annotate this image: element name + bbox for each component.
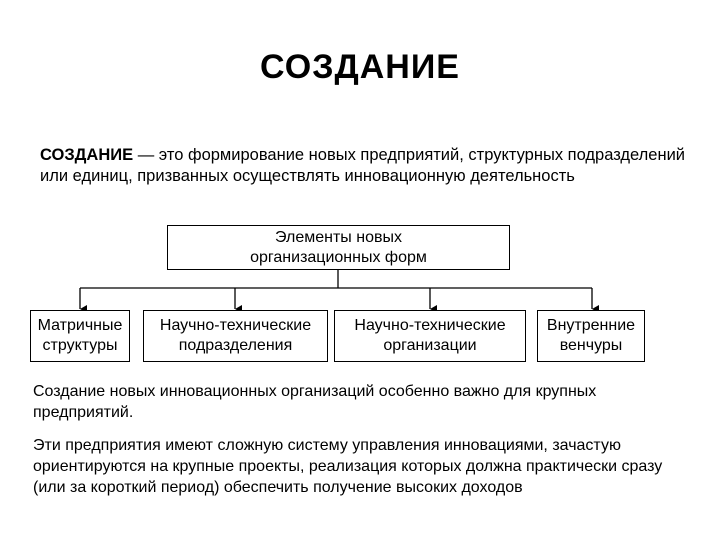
definition-body: — это формирование новых предприятий, структурных подразделений или единиц, призванных осуществлять инновационную деятельность: [40, 146, 686, 185]
root-node: [167, 225, 510, 270]
child-node-rd-organizations: [334, 310, 526, 362]
child-node-rd-units: [143, 310, 328, 362]
child-node-label: Матричные структуры: [37, 317, 123, 354]
child-node-label: Научно-технические подразделения: [159, 317, 312, 354]
child-node-internal-ventures: [537, 310, 645, 362]
child-node-label: Внутренние венчуры: [546, 317, 636, 354]
child-node-label: Научно-технические организации: [354, 317, 506, 354]
child-node-matrix: [30, 310, 130, 362]
definition-term: СОЗДАНИЕ: [40, 146, 134, 164]
paragraph-characteristics: Эти предприятия имеют сложную систему управления инновациями, зачастую ориентируются на крупные проекты, реализация которых должна практически сразу (или за короткий период) обеспечить получение высоких доходов: [33, 437, 663, 496]
paragraph-importance: Создание новых инновационных организаций особенно важно для крупных предприятий.: [33, 383, 597, 421]
slide-title: СОЗДАНИЕ: [260, 48, 460, 86]
root-node-label: Элементы новых организационных форм: [250, 228, 427, 266]
